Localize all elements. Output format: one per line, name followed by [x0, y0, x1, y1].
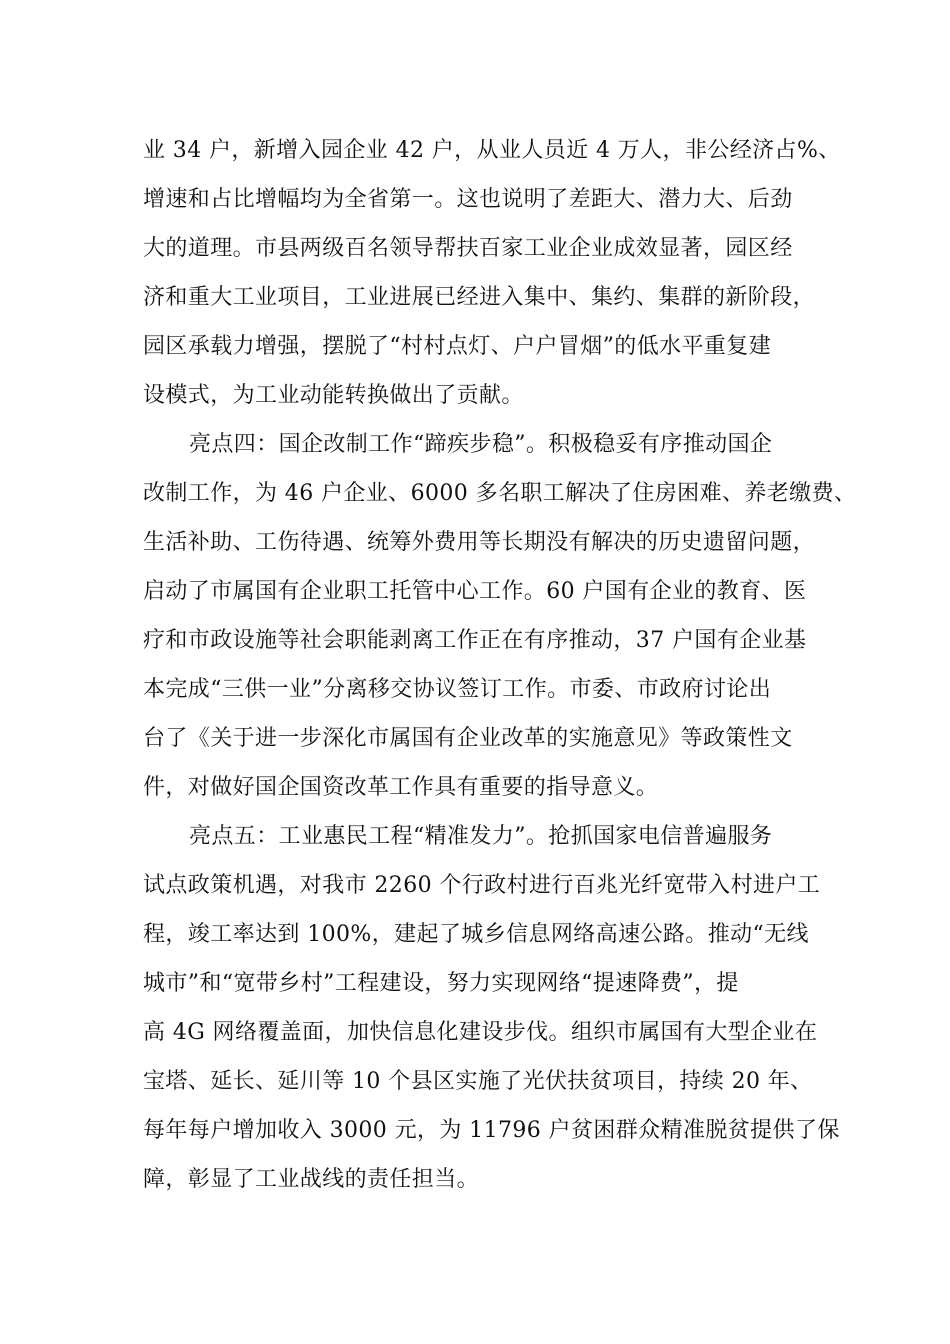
text-line: 园区承载力增强，摆脱了“村村点灯、户户冒烟”的低水平重复建 [143, 334, 772, 359]
text-line: 试点政策机遇，对我市 2260 个行政村进行百兆光纤宽带入村进户工 [143, 873, 821, 898]
text-line: 城市”和“宽带乡村”工程建设，努力实现网络“提速降费”，提 [143, 971, 739, 996]
paragraph-highlight-4 [143, 420, 857, 812]
text-line: 宝塔、延长、延川等 10 个县区实施了光伏扶贫项目，持续 20 年、 [143, 1069, 813, 1094]
paragraph-first-line: 亮点四：国企改制工作“蹄疾步稳”。积极稳妥有序推动国企 [189, 432, 773, 457]
paragraph-continuation [143, 126, 841, 420]
text-line: 设模式，为工业动能转换做出了贡献。 [143, 383, 524, 408]
document-body [143, 126, 857, 1204]
text-line: 改制工作，为 46 户企业、6000 多名职工解决了住房困难、养老缴费、 [143, 481, 857, 506]
text-line: 生活补助、工伤待遇、统筹外费用等长期没有解决的历史遗留问题， [143, 530, 816, 555]
text-line: 高 4G 网络覆盖面，加快信息化建设步伐。组织市属国有大型企业在 [143, 1020, 818, 1045]
text-line: 启动了市属国有企业职工托管中心工作。60 户国有企业的教育、医 [143, 579, 807, 604]
text-line: 本完成“三供一业”分离移交协议签订工作。市委、市政府讨论出 [143, 677, 772, 702]
text-line: 每年每户增加收入 3000 元，为 11796 户贫困群众精准脱贫提供了保 [143, 1118, 840, 1143]
text-line: 大的道理。市县两级百名领导帮扶百家工业企业成效显著，园区经 [143, 236, 793, 261]
paragraph-first-line: 亮点五：工业惠民工程“精准发力”。抢抓国家电信普遍服务 [189, 824, 773, 849]
text-line: 件，对做好国企国资改革工作具有重要的指导意义。 [143, 775, 659, 800]
text-line: 台了《关于进一步深化市属国有企业改革的实施意见》等政策性文 [143, 726, 793, 751]
text-line: 增速和占比增幅均为全省第一。这也说明了差距大、潜力大、后劲 [143, 187, 793, 212]
text-line: 障，彰显了工业战线的责任担当。 [143, 1167, 480, 1192]
text-line: 程，竣工率达到 100%，建起了城乡信息网络高速公路。推动“无线 [143, 922, 809, 947]
text-line: 疗和市政设施等社会职能剥离工作正在有序推动，37 户国有企业基 [143, 628, 807, 653]
paragraph-highlight-5 [143, 812, 840, 1204]
text-line: 济和重大工业项目，工业进展已经进入集中、集约、集群的新阶段， [143, 285, 816, 310]
text-line: 业 34 户，新增入园企业 42 户，从业人员近 4 万人，非公经济占%、 [143, 138, 841, 163]
